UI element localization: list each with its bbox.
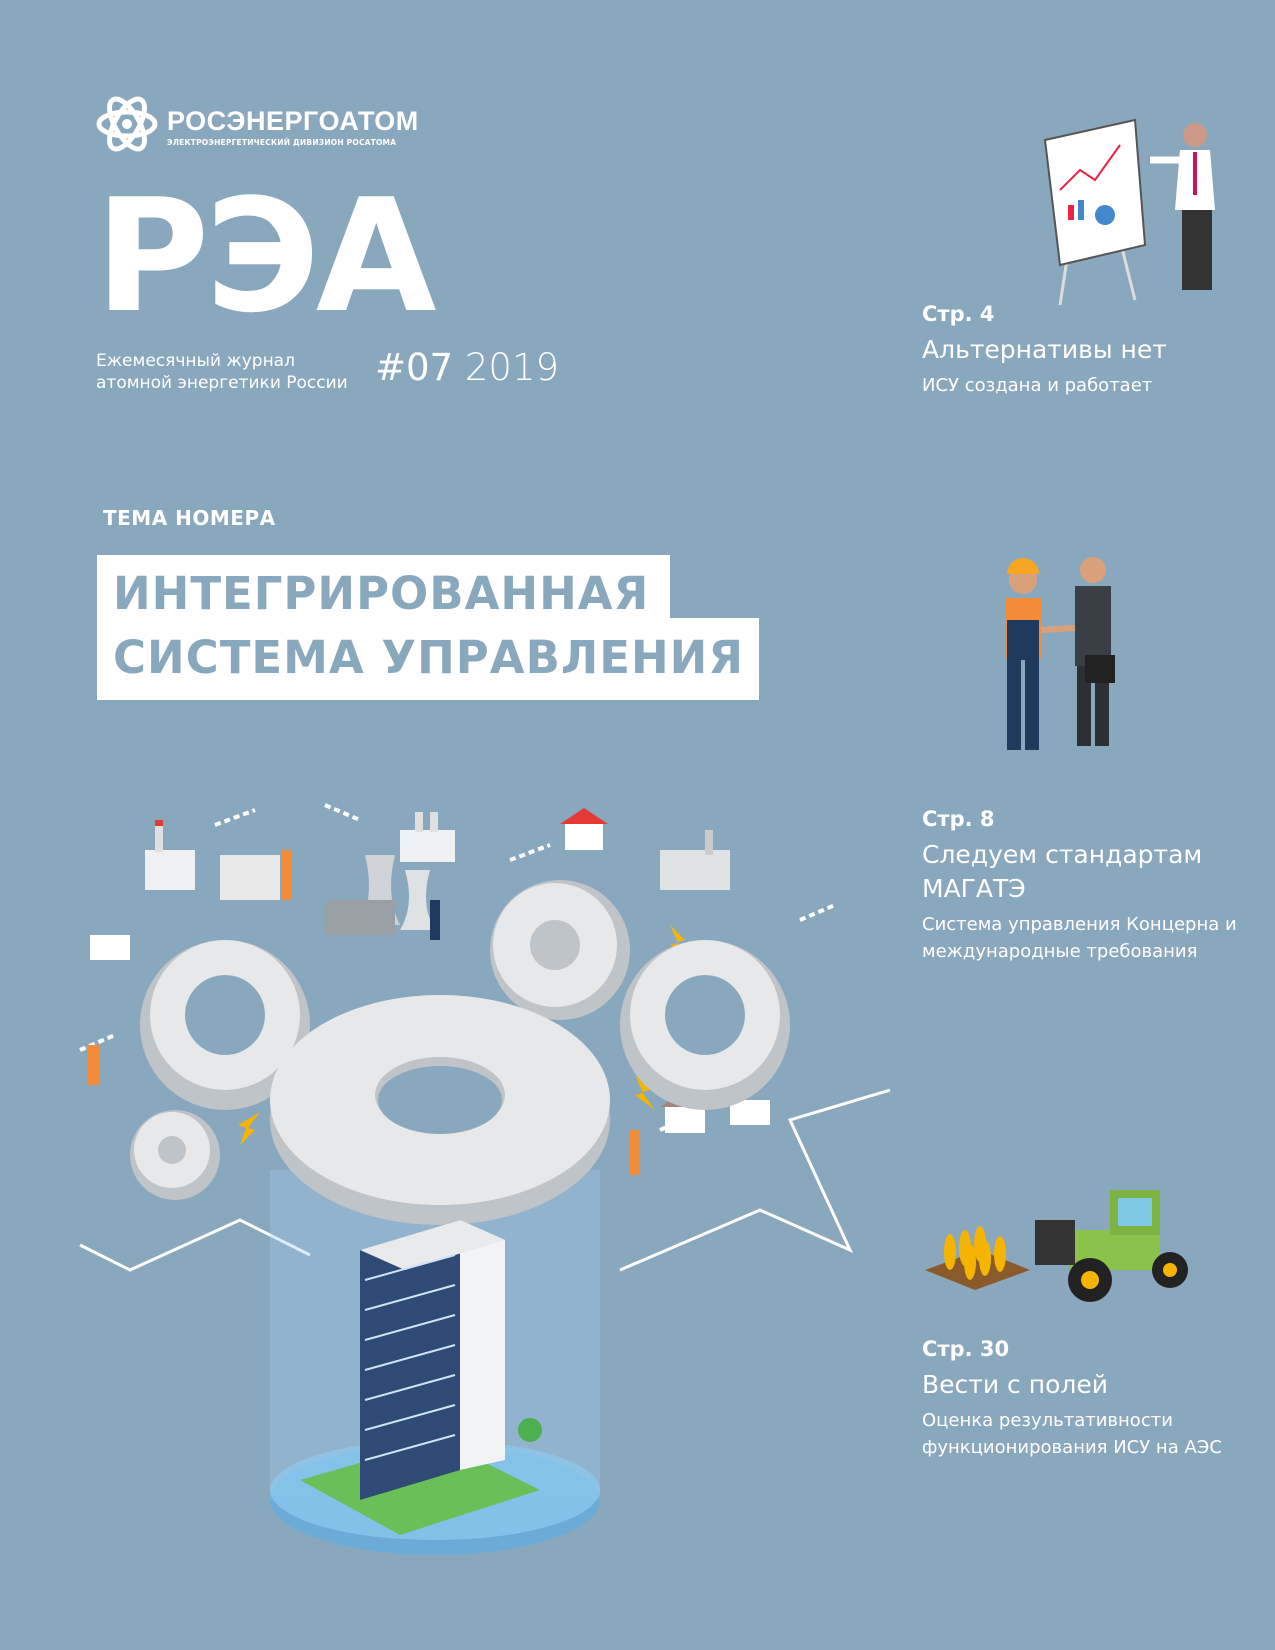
article-page: Стр. 4 bbox=[922, 302, 995, 326]
gear-top-right bbox=[490, 880, 630, 1020]
article-description: ИСУ создана и работает bbox=[922, 375, 1153, 396]
rosenergoatom-logo bbox=[95, 92, 435, 152]
magazine-title: РЭА bbox=[95, 165, 433, 347]
gear-right bbox=[620, 940, 790, 1110]
magazine-subtitle bbox=[96, 350, 366, 394]
issue-year: 2019 bbox=[464, 346, 560, 389]
article-description: Оценка результативности функционирования ИСУ на АЭС bbox=[922, 1410, 1222, 1458]
article-description: Система управления Концерна и международные требования bbox=[922, 914, 1237, 962]
handshake-illustration bbox=[985, 550, 1145, 765]
article-title: Следуем стандартам МАГАТЭ bbox=[922, 840, 1203, 903]
subtitle-line-1: Ежемесячный журнал bbox=[96, 351, 295, 371]
theme-title-line-1: ИНТЕГРИРОВАННАЯ bbox=[113, 567, 650, 620]
article-page: Стр. 8 bbox=[922, 807, 995, 831]
logo-tagline: ЭЛЕКТРОЭНЕРГЕТИЧЕСКИЙ ДИВИЗИОН РОСАТОМА bbox=[167, 138, 397, 147]
article-page: Стр. 30 bbox=[922, 1337, 1010, 1361]
integrated-system-illustration bbox=[60, 800, 900, 1570]
theme-title bbox=[113, 562, 744, 690]
article-1[interactable] bbox=[922, 300, 1262, 399]
subtitle-line-2: атомной энергетики России bbox=[96, 373, 348, 393]
article-2[interactable] bbox=[922, 805, 1262, 965]
issue-number bbox=[375, 346, 560, 389]
presenter-illustration bbox=[1040, 110, 1250, 310]
gear-small bbox=[130, 1110, 220, 1200]
atom-logo-icon bbox=[95, 92, 159, 152]
gear-main bbox=[270, 995, 610, 1225]
tractor-illustration bbox=[920, 1180, 1205, 1320]
theme-label: ТЕМА НОМЕРА bbox=[103, 506, 276, 530]
theme-title-line-2: СИСТЕМА УПРАВЛЕНИЯ bbox=[113, 631, 744, 684]
article-3[interactable] bbox=[922, 1335, 1262, 1461]
article-title: Вести с полей bbox=[922, 1370, 1108, 1399]
issue-label: #07 bbox=[375, 346, 454, 389]
logo-name: РОСЭНЕРГОАТОМ bbox=[167, 106, 419, 136]
article-title: Альтернативы нет bbox=[922, 335, 1167, 364]
